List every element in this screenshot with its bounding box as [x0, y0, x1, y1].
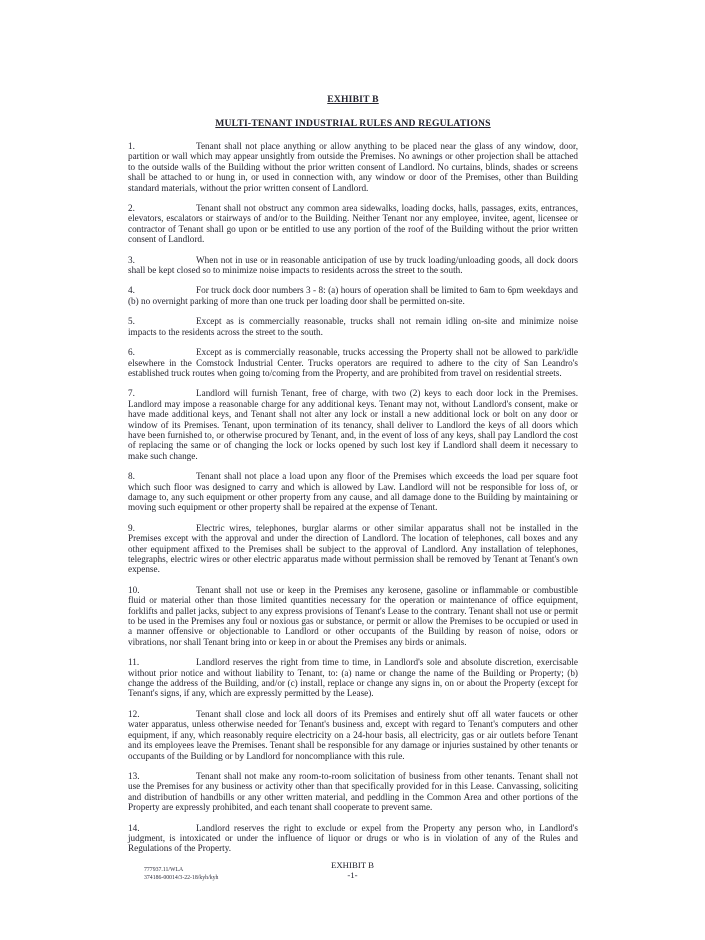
paragraph-text: Tenant shall not use or keep in the Premises any kerosene, gasoline or inflammable or combustible fluid or material other than those limited quantities necessary for the operation or maintenance of office equipment, forklifts and pallet jacks, subject to any express provisions of Tenant's Lease to the contrary. Tenant shall not use or permit to be used in the Premises any foul or noxious gas or substance, or permit or allow the Premises to be occupied or used in a manner offensive or objectionable to Landlord or other occupants of the Building by reason of noise, odors or vibrations, nor shall Tenant bring into or keep in or about the Premises any birds or animals. — [128, 584, 579, 647]
paragraph-4 — [128, 285, 578, 306]
exhibit-title: EXHIBIT B — [327, 94, 379, 105]
paragraph-1 — [128, 141, 578, 193]
paragraph-text: For truck dock door numbers 3 - 8: (a) hours of operation shall be limited to 6am to 6pm weekdays and (b) no overnight parking of more than one truck per loading door shall be permitted on-site. — [128, 285, 578, 306]
paragraph-12 — [128, 709, 578, 761]
paragraph-13 — [128, 771, 578, 813]
paragraph-number: 6. — [128, 347, 135, 358]
footer-exhibit-label: EXHIBIT B — [330, 860, 375, 870]
paragraph-14 — [128, 823, 578, 854]
footer-reference-line-1: 777937.11/WLA — [144, 867, 184, 873]
footer-page-number: -1- — [347, 870, 358, 880]
paragraph-8 — [128, 471, 578, 513]
paragraph-text: Tenant shall close and lock all doors of its Premises and entirely shut off all water faucets or other water apparatus, unless otherwise needed for Tenant's business and, except with regard to Tenant's computers and other equipment, if any, which reasonably require electricity on a 24-hour basis, all electricity, gas or air outlets before Tenant and its employees leave the Premises. Tenant shall be responsible for any damage or injuries sustained by other tenants or occupants of the Building or by Landlord for noncompliance with this rule. — [128, 708, 578, 761]
paragraph-number: 2. — [128, 203, 135, 214]
paragraph-text: Tenant shall not obstruct any common area sidewalks, loading docks, halls, passages, exits, entrances, elevators, escalators or stairways of and/or to the Building. Neither Tenant nor any employee, invitee, agent, licensee or contractor of Tenant shall go upon or be entitled to use any portion of the roof of the Building without the prior written consent of Landlord. — [128, 203, 578, 245]
footer-reference-line-2: 374186-00014/3-22-18/kyh/kyh — [144, 875, 219, 881]
paragraph-9 — [128, 523, 578, 575]
paragraph-number: 13. — [128, 770, 140, 781]
paragraph-number: 14. — [128, 822, 140, 833]
paragraph-11 — [128, 657, 578, 699]
document-body — [128, 94, 578, 864]
paragraph-number: 3. — [128, 254, 135, 265]
paragraph-text: Tenant shall not place anything or allow anything to be placed near the glass of any window, door, partition or wall which may appear unsightly from outside the Premises. No awnings or other projection shall be attached to the outside walls of the Building without the prior written consent of Landlord. No curtains, blinds, shades or screens shall be attached to or hung in, or used in connection with, any window or door of the Premises, other than Building standard materials, without the prior written consent of Landlord. — [128, 141, 578, 193]
paragraph-text: Except as is commercially reasonable, trucks shall not remain idling on-site and minimize noise impacts to the residents across the street to the south. — [128, 316, 578, 337]
paragraph-text: Electric wires, telephones, burglar alarms or other similar apparatus shall not be installed in the Premises except with the approval and under the direction of Landlord. The location of telephones, call boxes and any other equipment affixed to the Premises shall be subject to the approval of Landlord. Any installation of telephones, telegraphs, electric wires or other electric apparatus made without permission shall be removed by Tenant at Tenant's own expense. — [128, 522, 578, 575]
paragraph-number: 8. — [128, 471, 135, 482]
paragraph-text: Except as is commercially reasonable, trucks accessing the Property shall not be allowed to park/idle elsewhere in the Comstock Industrial Center. Trucks operators are required to adhere to the city of San Leandro's established truck routes when going to/coming from the Property, and are prohibited from travel on residential streets. — [128, 347, 578, 378]
paragraph-text: Landlord reserves the right to exclude or expel from the Property any person who, in Landlord's judgment, is intoxicated or under the influence of liquor or drugs or who is in violation of any of the Rules and Regulations of the Property. — [128, 822, 578, 854]
paragraph-3 — [128, 255, 578, 276]
document-subtitle: MULTI-TENANT INDUSTRIAL RULES AND REGULATIONS — [215, 118, 491, 129]
footer-center-block — [0, 860, 705, 880]
paragraph-number: 9. — [128, 522, 135, 533]
paragraph-number: 7. — [128, 388, 135, 399]
paragraph-6 — [128, 347, 578, 378]
paragraph-text: Tenant shall not place a load upon any floor of the Premises which exceeds the load per square foot which such floor was designed to carry and which is allowed by Law. Landlord will not be responsible for loss of, or damage to, any such equipment or other property from any cause, and all damage done to the Building by maintaining or moving such equipment or other property shall be repaired at the expense of Tenant. — [128, 471, 578, 513]
paragraph-10 — [128, 585, 578, 647]
paragraph-text: When not in use or in reasonable anticipation of use by truck loading/unloading goods, all dock doors shall be kept closed so to minimize noise impacts to residents across the street to the south. — [128, 254, 578, 276]
paragraph-number: 5. — [128, 316, 135, 327]
paragraph-text: Tenant shall not make any room-to-room solicitation of business from other tenants. Tenant shall not use the Premises for any business or activity other than that specifically provided for in this Lease. Canvassing, soliciting and distribution of handbills or any other written material, and peddling in the Common Area and other portions of the Property are expressly prohibited, and each tenant shall cooperate to prevent same. — [128, 770, 578, 813]
paragraph-7 — [128, 388, 578, 461]
paragraph-number: 11. — [128, 657, 140, 668]
paragraph-text: Landlord reserves the right from time to time, in Landlord's sole and absolute discretion, exercisable without prior notice and without liability to Tenant, to: (a) name or change the name of the Building or Property; (b) change the address of the Building, and/or (c) install, replace or change any signs in, on or about the Property (except for Tenant's signs, if any, which are expressly permitted by the Lease). — [128, 657, 578, 699]
paragraph-number: 10. — [128, 584, 140, 595]
paragraph-text: Landlord will furnish Tenant, free of charge, with two (2) keys to each door lock in the Premises. Landlord may impose a reasonable charge for any additional keys. Tenant may not, without Landlord's consent, make or have made additional keys, and Tenant shall not alter any lock or install a new additional lock or bolt on any door or window of its Premises. Tenant, upon termination of its tenancy, shall deliver to Landlord the keys of all doors which have been furnished to, or otherwise procured by Tenant, and, in the event of loss of any keys, shall pay Landlord the cost of replacing the same or of changing the lock or locks opened by such lost key if Landlord shall deem it necessary to make such change. — [128, 388, 578, 461]
paragraph-number: 12. — [128, 708, 140, 719]
paragraph-2 — [128, 203, 578, 245]
paragraph-number: 4. — [128, 285, 135, 296]
paragraph-5 — [128, 316, 578, 337]
paragraph-number: 1. — [128, 141, 135, 151]
